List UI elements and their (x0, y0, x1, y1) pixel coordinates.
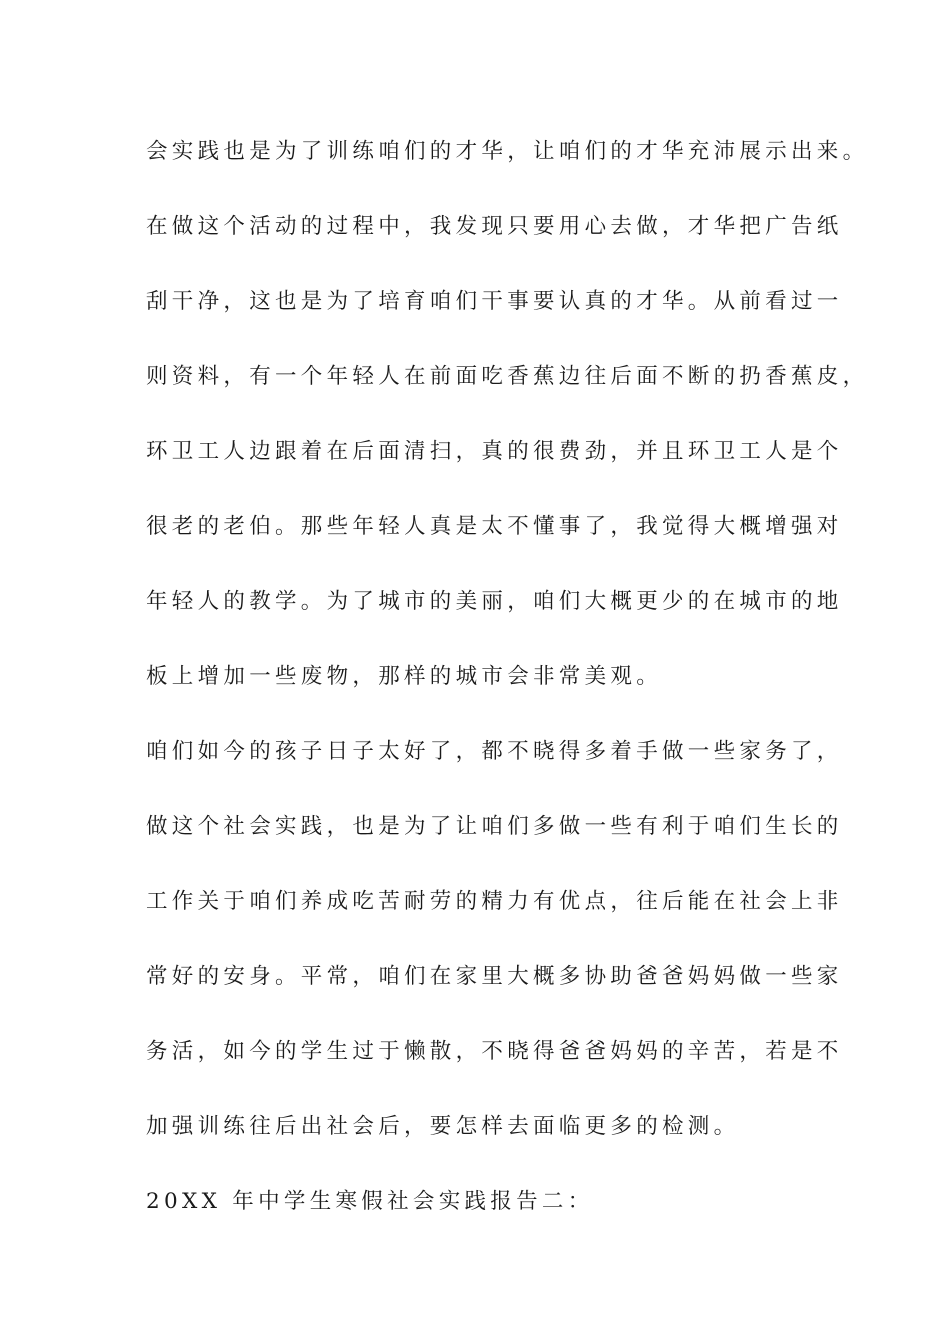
body-text-line: 年轻人的教学。为了城市的美丽，咱们大概更少的在城市的地 (146, 589, 843, 614)
body-text-line: 工作关于咱们养成吃苦耐劳的精力有优点，往后能在社会上非 (146, 889, 843, 914)
body-text-line: 则资料，有一个年轻人在前面吃香蕉边往后面不断的扔香蕉皮， (146, 364, 869, 389)
body-text-line: 会实践也是为了训练咱们的才华，让咱们的才华充沛展示出来。 (146, 139, 869, 164)
body-text-line: 务活，如今的学生过于懒散，不晓得爸爸妈妈的辛苦，若是不 (146, 1039, 843, 1064)
body-text-line: 在做这个活动的过程中，我发现只要用心去做，才华把广告纸 (146, 214, 843, 239)
section-heading: 20XX 年中学生寒假社会实践报告二： (146, 1189, 594, 1214)
body-text-line: 常好的安身。平常，咱们在家里大概多协助爸爸妈妈做一些家 (146, 964, 843, 989)
body-text-line: 做这个社会实践，也是为了让咱们多做一些有利于咱们生长的 (146, 814, 843, 839)
body-text-line: 环卫工人边跟着在后面清扫，真的很费劲，并且环卫工人是个 (146, 439, 843, 464)
body-text-line: 刮干净，这也是为了培育咱们干事要认真的才华。从前看过一 (146, 289, 843, 314)
body-text-line: 板上增加一些废物，那样的城市会非常美观。 (146, 664, 663, 689)
body-text-line: 咱们如今的孩子日子太好了，都不晓得多着手做一些家务了， (146, 739, 843, 764)
body-text-line: 很老的老伯。那些年轻人真是太不懂事了，我觉得大概增强对 (146, 514, 843, 539)
body-text-line: 加强训练往后出社会后，要怎样去面临更多的检测。 (146, 1114, 740, 1139)
